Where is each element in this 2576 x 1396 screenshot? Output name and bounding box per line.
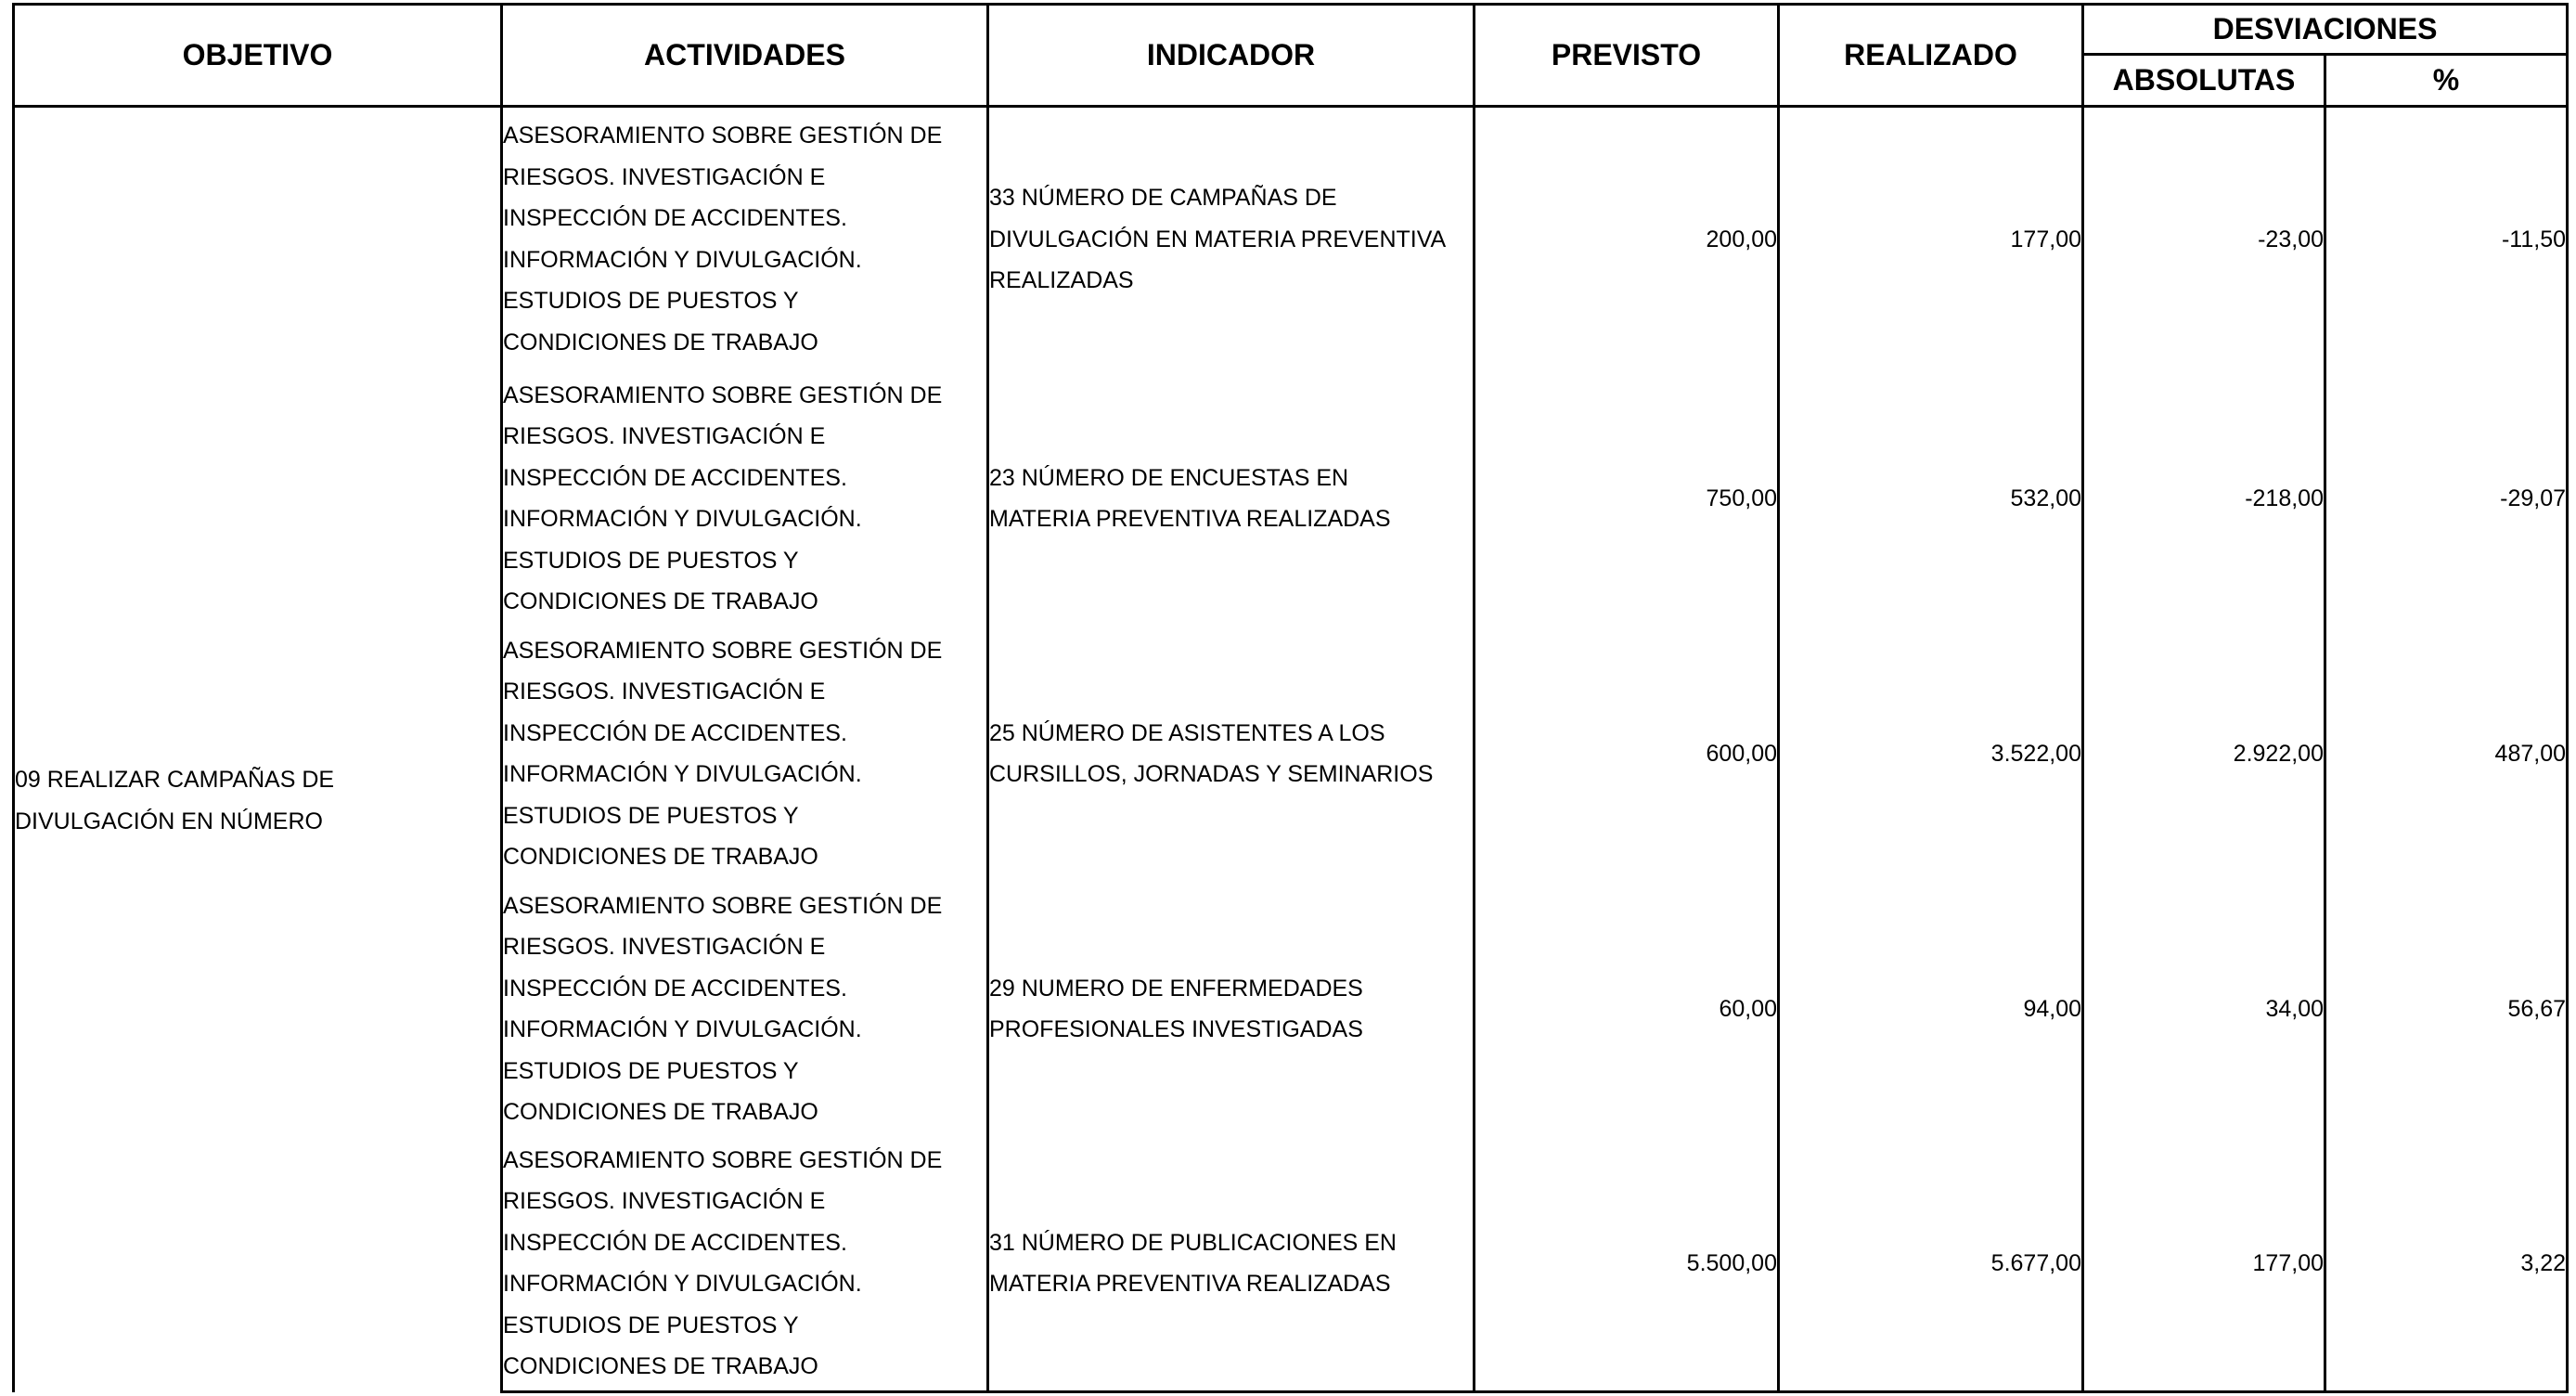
actividad-line: INFORMACIÓN Y DIVULGACIÓN. [503, 761, 862, 787]
header-row [14, 5, 2568, 55]
objectives-table [12, 3, 2569, 1393]
actividad-line: INFORMACIÓN Y DIVULGACIÓN. [503, 1016, 862, 1042]
actividad-line: ESTUDIOS DE PUESTOS Y [503, 547, 799, 574]
indicador-cell [988, 107, 1475, 371]
header-actividades: ACTIVIDADES [502, 5, 988, 107]
actividad-line: ESTUDIOS DE PUESTOS Y [503, 1312, 799, 1338]
actividad-line: RIESGOS. INVESTIGACIÓN E [503, 1188, 826, 1215]
actividades-cell [502, 882, 988, 1137]
indicador-cell [988, 371, 1475, 627]
actividad-line: INSPECCIÓN DE ACCIDENTES. [503, 205, 847, 232]
indicador-cell [988, 1137, 1475, 1392]
indicador-line: MATERIA PREVENTIVA REALIZADAS [989, 506, 1391, 532]
header-previsto: PREVISTO [1475, 5, 1779, 107]
actividad-line: ASESORAMIENTO SOBRE GESTIÓN DE [503, 381, 943, 408]
realizado-cell: 532,00 [1779, 371, 2083, 627]
header-desviaciones: DESVIACIONES [2083, 5, 2568, 55]
actividad-line: RIESGOS. INVESTIGACIÓN E [503, 679, 826, 704]
actividad-line: ASESORAMIENTO SOBRE GESTIÓN DE [503, 892, 943, 919]
previsto-cell: 5.500,00 [1475, 1137, 1779, 1392]
porcentaje-cell: 487,00 [2325, 627, 2568, 882]
actividad-line: RIESGOS. INVESTIGACIÓN E [503, 423, 826, 449]
indicador-line: REALIZADAS [989, 267, 1134, 293]
indicador-line: 23 NÚMERO DE ENCUESTAS EN [989, 464, 1349, 491]
porcentaje-cell: -11,50 [2325, 107, 2568, 371]
realizado-cell: 3.522,00 [1779, 627, 2083, 882]
indicador-line: 29 NUMERO DE ENFERMEDADES [989, 975, 1363, 1002]
previsto-cell: 60,00 [1475, 882, 1779, 1137]
actividad-line: RIESGOS. INVESTIGACIÓN E [503, 163, 826, 190]
actividad-line: RIESGOS. INVESTIGACIÓN E [503, 934, 826, 960]
actividades-cell [502, 107, 988, 371]
actividad-line: ESTUDIOS DE PUESTOS Y [503, 802, 799, 829]
absolutas-cell: -218,00 [2083, 371, 2325, 627]
porcentaje-cell: -29,07 [2325, 371, 2568, 627]
actividad-line: ESTUDIOS DE PUESTOS Y [503, 1057, 799, 1084]
actividad-line: INFORMACIÓN Y DIVULGACIÓN. [503, 506, 862, 532]
absolutas-cell: 34,00 [2083, 882, 2325, 1137]
actividad-line: CONDICIONES DE TRABAJO [503, 588, 818, 614]
actividad-line: CONDICIONES DE TRABAJO [503, 844, 818, 870]
actividades-cell [502, 1137, 988, 1392]
indicador-line: 31 NÚMERO DE PUBLICACIONES EN [989, 1229, 1397, 1256]
realizado-cell: 177,00 [1779, 107, 2083, 371]
header-absolutas: ABSOLUTAS [2083, 55, 2325, 107]
objetivo-line: 09 REALIZAR CAMPAÑAS DE [15, 767, 335, 794]
porcentaje-cell: 3,22 [2325, 1137, 2568, 1392]
actividad-line: CONDICIONES DE TRABAJO [503, 1099, 818, 1125]
actividades-cell [502, 371, 988, 627]
header-realizado: REALIZADO [1779, 5, 2083, 107]
actividad-line: INSPECCIÓN DE ACCIDENTES. [503, 719, 847, 746]
actividades-cell [502, 627, 988, 882]
porcentaje-cell: 56,67 [2325, 882, 2568, 1137]
actividad-line: INSPECCIÓN DE ACCIDENTES. [503, 975, 847, 1002]
absolutas-cell: -23,00 [2083, 107, 2325, 371]
indicador-line: 25 NÚMERO DE ASISTENTES A LOS [989, 719, 1385, 746]
previsto-cell: 200,00 [1475, 107, 1779, 371]
actividad-line: ASESORAMIENTO SOBRE GESTIÓN DE [503, 637, 943, 664]
absolutas-cell: 2.922,00 [2083, 627, 2325, 882]
indicador-cell [988, 627, 1475, 882]
absolutas-cell: 177,00 [2083, 1137, 2325, 1392]
realizado-cell: 5.677,00 [1779, 1137, 2083, 1392]
previsto-cell: 750,00 [1475, 371, 1779, 627]
actividad-line: INFORMACIÓN Y DIVULGACIÓN. [503, 246, 862, 273]
indicador-line: DIVULGACIÓN EN MATERIA PREVENTIVA [989, 226, 1447, 252]
actividad-line: CONDICIONES DE TRABAJO [503, 329, 818, 355]
indicador-cell [988, 882, 1475, 1137]
header-objetivo: OBJETIVO [14, 5, 502, 107]
realizado-cell: 94,00 [1779, 882, 2083, 1137]
header-indicador: INDICADOR [988, 5, 1475, 107]
indicador-line: CURSILLOS, JORNADAS Y SEMINARIOS [989, 761, 1434, 787]
table-row [14, 107, 2568, 371]
actividad-line: ESTUDIOS DE PUESTOS Y [503, 288, 799, 315]
actividad-line: INSPECCIÓN DE ACCIDENTES. [503, 1229, 847, 1256]
actividad-line: INSPECCIÓN DE ACCIDENTES. [503, 464, 847, 491]
objetivo-cell [14, 107, 502, 1392]
actividad-line: CONDICIONES DE TRABAJO [503, 1353, 818, 1380]
indicador-line: MATERIA PREVENTIVA REALIZADAS [989, 1271, 1391, 1298]
header-porcentaje: % [2325, 55, 2568, 107]
actividad-line: ASESORAMIENTO SOBRE GESTIÓN DE [503, 1146, 943, 1173]
actividad-line: INFORMACIÓN Y DIVULGACIÓN. [503, 1271, 862, 1298]
indicador-line: 33 NÚMERO DE CAMPAÑAS DE [989, 185, 1337, 211]
indicador-line: PROFESIONALES INVESTIGADAS [989, 1016, 1363, 1042]
objetivo-line: DIVULGACIÓN EN NÚMERO [15, 808, 323, 834]
previsto-cell: 600,00 [1475, 627, 1779, 882]
actividad-line: ASESORAMIENTO SOBRE GESTIÓN DE [503, 123, 943, 149]
